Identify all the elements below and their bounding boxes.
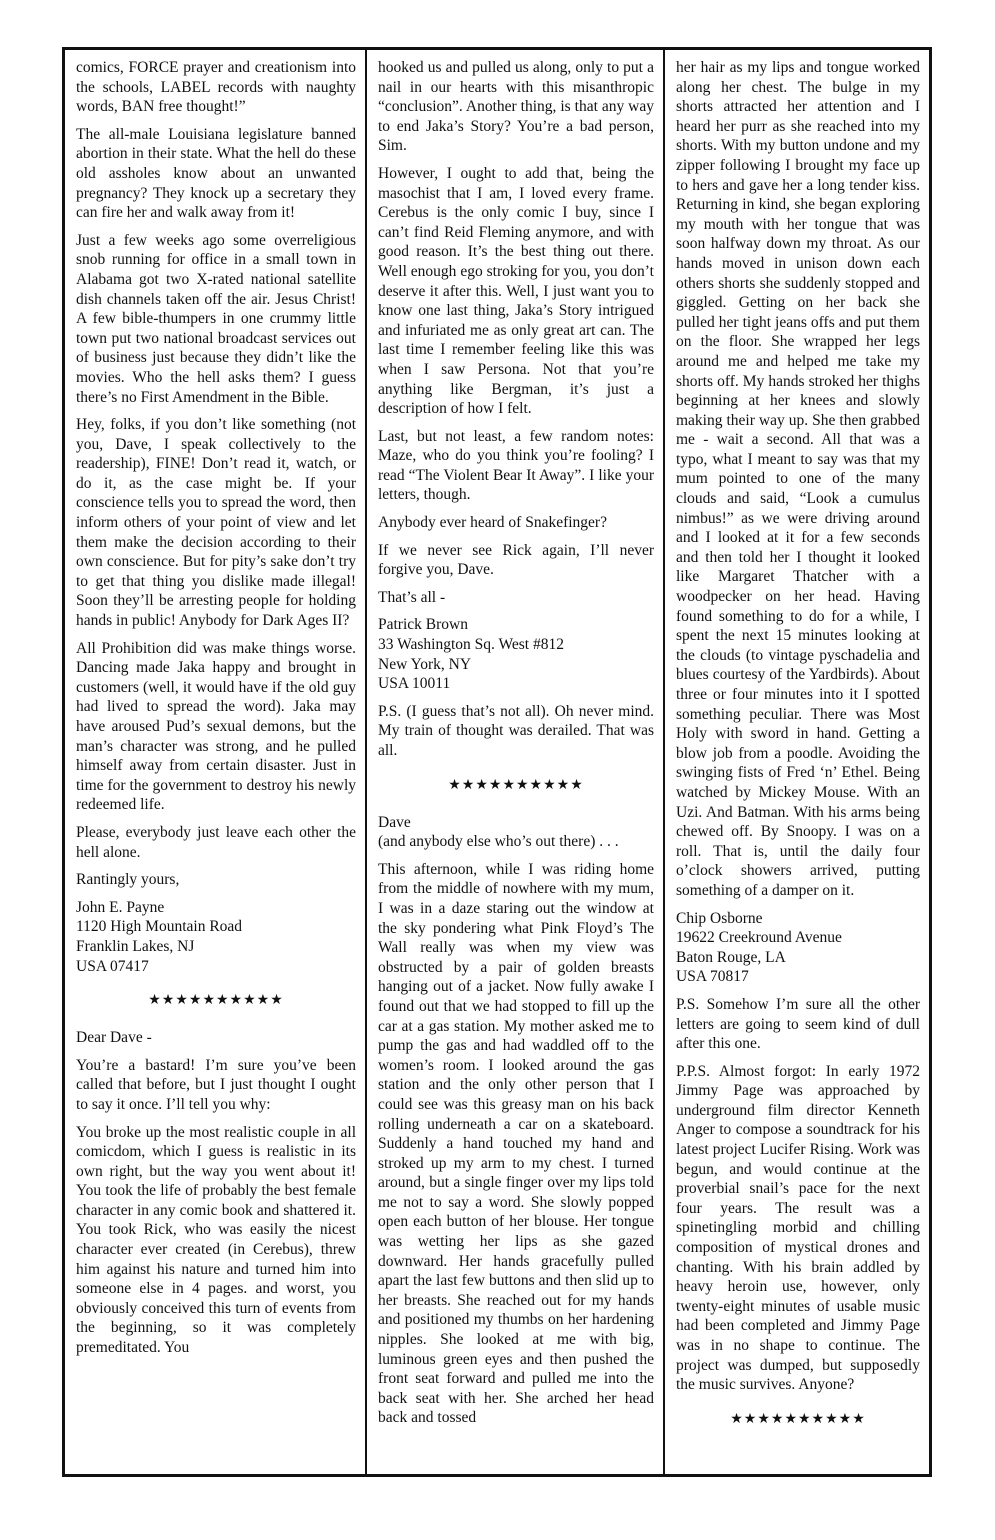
address-city: Franklin Lakes, NJ xyxy=(76,937,195,955)
letter-paragraph: comics, FORCE prayer and creationism into the schools, LABEL records with naughty words, BAN free thought!” xyxy=(76,59,356,116)
letter-postscript: P.P.S. Almost forgot: In early 1972 Jimmy Page was approached by underground film director Kenneth Anger to compose a soundtrack for his latest project Lucifer Rising. Work was begun, and would continue at the proverbial snail’s pace for the next four years. The result was a spinetingling morbid and chilling composition of mystical drones and chanting. With his brain addled by heavy heroin use, however, only twenty-eight minutes of usable music had been completed and Jimmy Page was in no shape to continue. The project was dumped, but supposedly the music survives. Anyone? xyxy=(676,1062,920,1394)
column-left xyxy=(65,50,367,1474)
letter-signoff: Rantingly yours, xyxy=(76,871,180,889)
letter-paragraph: Anybody ever heard of Snakefinger? xyxy=(378,514,607,532)
letter-paragraph: If we never see Rick again, I’ll never forgive you, Dave. xyxy=(378,541,654,579)
star-divider: ★★★★★★★★★★ xyxy=(730,1410,866,1427)
address-city: Baton Rouge, LA xyxy=(676,948,786,966)
letter-postscript: P.S. (I guess that’s not all). Oh never mind. My train of thought was derailed. That was all. xyxy=(378,702,654,759)
address-street: 19622 Creekround Avenue xyxy=(676,929,842,947)
letter-paragraph: You’re a bastard! I’m sure you’ve been called that before, but I just thought I ought to say it once. I’ll tell you why: xyxy=(76,1056,356,1113)
letter-address xyxy=(76,898,356,976)
letter-paragraph: All Prohibition did was make things worse. Dancing made Jaka happy and brought in customers (well, it would have if the old guy had lived to spread the word). Jaka may have aroused Pud’s sexual demons, but the man’s character was strong, and he pulled himself away from certain disaster. Just in time for the government to destroy his newly redeemed life. xyxy=(76,639,356,814)
star-divider: ★★★★★★★★★★ xyxy=(448,776,584,793)
letter-paragraph: hooked us and pulled us along, only to put a nail in our hearts with this misanthropic “conclusion”. Another thing, is that any way to end Jaka’s Story? You’re a bad person, Sim. xyxy=(378,59,654,155)
address-city: New York, NY xyxy=(378,655,472,673)
letter-signoff: That’s all - xyxy=(378,588,446,606)
address-zip: USA 07417 xyxy=(76,957,149,975)
address-street: 33 Washington Sq. West #812 xyxy=(378,636,564,654)
address-name: John E. Payne xyxy=(76,898,165,916)
letter-salutation xyxy=(378,813,654,852)
letter-salutation: Dear Dave - xyxy=(76,1029,152,1047)
letters-page xyxy=(62,47,932,1477)
letter-paragraph: Last, but not least, a few random notes: Maze, who do you think you’re fooling? I read “The Violent Bear It Away”. I like your letters, though. xyxy=(378,427,654,504)
column-right xyxy=(665,50,929,1474)
column-middle xyxy=(367,50,665,1474)
letter-paragraph: This afternoon, while I was riding home from the middle of nowhere with my mum, I was in a daze staring out the window at the sky pondering what Pink Floyd’s The Wall really was when my view was obstructed by a pair of golden breasts hanging out of a jacket. Now fully awake I found out that we had stopped to fill up the car at a gas station. My mother asked me to pump the gas and had waddled off to the women’s room. I looked around the gas station and the only other person that I could see was this greasy man on his back rolling underneath a car on a skateboard. Suddenly a hand touched my hand and stroked up my arm to my chest. I turned around, but a single finger over my lips told me not to say a word. She slowly popped open each button of her blouse. Her tongue was wetting her lips as she gazed downward. Her hands gracefully pulled apart the last few buttons and then slid up to her breasts. She reached out for my hands and positioned my thumbs on her hardening nipples. She looked at me with big, luminous green eyes and then pushed the front seat forward and pulled me into the back seat with her. She arched her head back and tossed xyxy=(378,860,654,1427)
address-name: Patrick Brown xyxy=(378,616,468,634)
letter-paragraph: However, I ought to add that, being the masochist that I am, I loved every frame. Cerebus is the only comic I buy, since I can’t find Reid Fleming anymore, and with good reason. It’s the best thing out there. Well enough ego stroking for you, you don’t deserve it after this. Well, I just want you to know one last thing, Jaka’s Story intrigued and infuriated me as only great art can. The last time I remember feeling like this was when I saw Persona. Not that you’re anything like Bergman, it’s just a description of how I felt. xyxy=(378,164,654,418)
salutation-line: (and anybody else who’s out there) . . . xyxy=(378,833,619,851)
address-street: 1120 High Mountain Road xyxy=(76,918,243,936)
address-zip: USA 10011 xyxy=(378,675,451,693)
letter-paragraph: The all-male Louisiana legislature banned abortion in their state. What the hell do these old assholes know about an unwanted pregnancy? They knock up a secretary they can fire her and walk away from it! xyxy=(76,125,356,222)
letter-address xyxy=(676,909,920,987)
address-name: Chip Osborne xyxy=(676,909,763,927)
address-zip: USA 70817 xyxy=(676,968,749,986)
letter-paragraph: her hair as my lips and tongue worked along her chest. The bulge in my shorts attracted her attention and I heard her purr as she reached into my shorts. With my button undone and my zipper following I brought my face up to hers and gave her a long tender kiss. Returning in kind, she began exploring my mouth with her tongue that was soon halfway down my throat. As our hands moved in unison down each others shorts she suddenly stopped and giggled. Getting on her back she pulled her tight jeans offs and put them on the floor. She wrapped her legs around me and helped me take my shorts off. My hands stroked her thighs beginning at her knees and slowly making their way up. She then grabbed me - wait a second. All that was a typo, what I meant to say was that my mum pointed to one of the many clouds and said, “Look a cumulus nimbus!” as we were driving around and I looked at it for a few seconds and then told her I thought it looked like Margaret Thatcher with a woodpecker on her head. Having found something to do for a while, I spent the next 15 minutes looking at the clouds (to vintage pyschadelia and blues courtesy of the Yardbirds). About three or four minutes into it I spotted something peculiar. There was Most Holy with sword in hand. Getting a blow job from a poodle. Avoiding the swinging fists of Fred ‘n’ Ethel. Being watched by Mickey Mouse. With an Uzi. And Batman. With his arms being chewed off. By Snoopy. I was on a roll. That is, until the daily four o’clock showers arrived, putting something of a damper on it. xyxy=(676,59,920,899)
star-divider: ★★★★★★★★★★ xyxy=(148,992,284,1009)
letter-address xyxy=(378,615,654,693)
salutation-line: Dave xyxy=(378,813,411,831)
letter-paragraph: Hey, folks, if you don’t like something (not you, Dave, I speak collectively to the readership), FINE! Don’t read it, watch, or do it, as the case might be. If your conscience tells you to spread the word, then inform others of your point of view and let them make the decision according to their own conscience. But for pity’s sake don’t try to get that thing you dislike made illegal! Soon they’ll be arresting people for holding hands in public! Anybody for Dark Ages II? xyxy=(76,416,356,630)
letter-postscript: P.S. Somehow I’m sure all the other letters are going to seem kind of dull after this one. xyxy=(676,995,920,1053)
letter-paragraph: You broke up the most realistic couple in all comicdom, which I guess is realistic in its own right, but the way you went about it! You took the life of probably the best female character in any comic book and shattered it. You took Rick, who was easily the nicest character ever created (in Cerebus), threw him against his nature and turned him into someone else in 4 pages. and worst, you obviously conceived this turn of events from the beginning, so it was completely premeditated. You xyxy=(76,1123,356,1357)
letter-paragraph: Just a few weeks ago some overreligious snob running for office in a small town in Alabama got two X-rated national satellite dish channels taken off the air. Jesus Christ! A few bible-thumpers in one crummy little town put two national broadcast services out of business just because they didn’t like the movies. Who the hell asks them? I guess there’s no First Amendment in the Bible. xyxy=(76,231,356,406)
letter-paragraph: Please, everybody just leave each other the hell alone. xyxy=(76,823,356,861)
